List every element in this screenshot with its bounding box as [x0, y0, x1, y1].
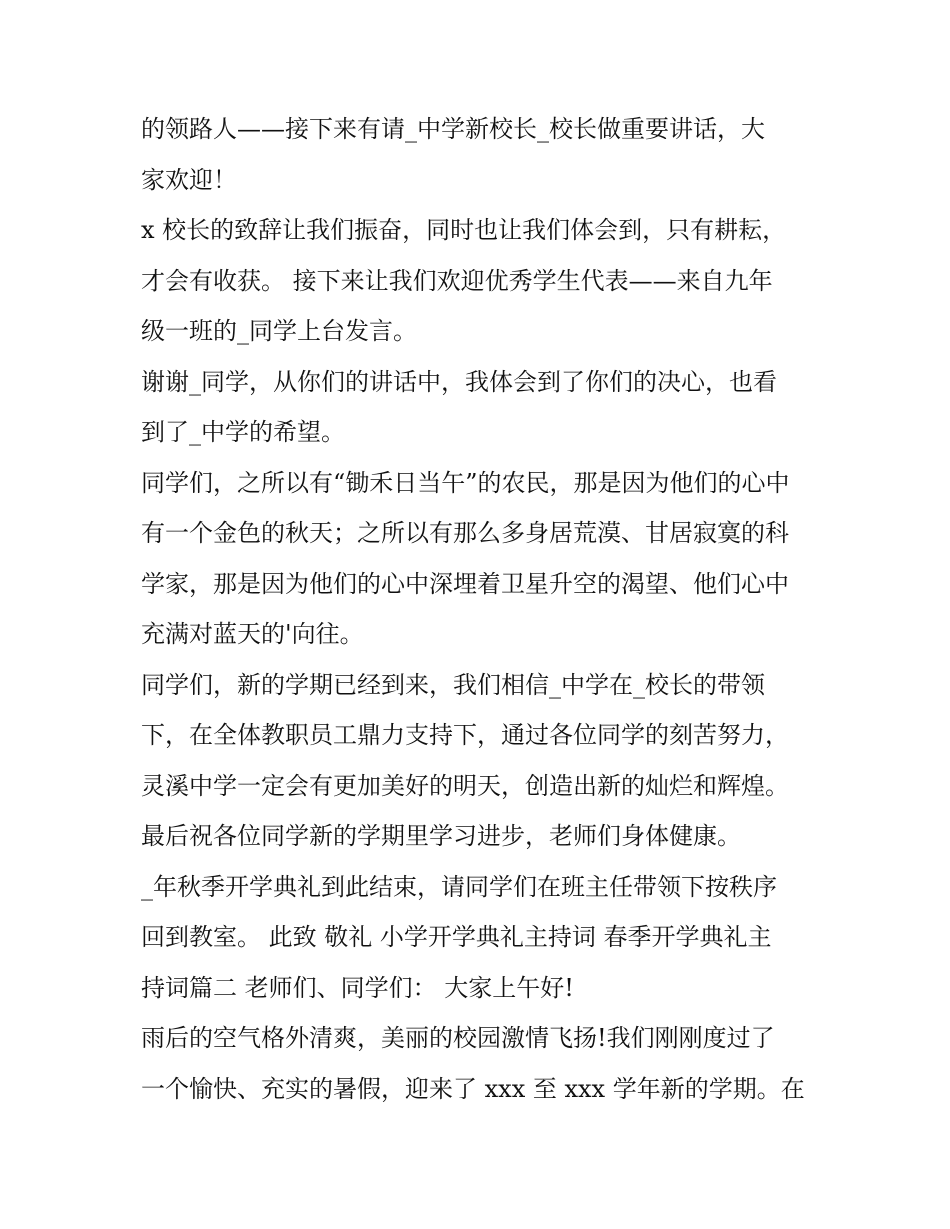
text-line: 同学们，新的学期已经到来，我们相信_中学在_校长的带领	[141, 670, 765, 699]
text-line: 雨后的空气格外清爽，美丽的校园激情飞扬!我们刚刚度过了	[141, 1024, 775, 1052]
text-line: 充满对蓝天的'向往。	[141, 620, 364, 648]
text-line: 灵溪中学一定会有更加美好的明天，创造出新的灿烂和辉煌。	[141, 771, 789, 800]
text-line: 到了_中学的希望。	[141, 418, 345, 446]
text-line: 一个愉快、充实的暑假，迎来了 xxx 至 xxx 学年新的学期。在	[141, 1074, 805, 1103]
text-line: 有一个金色的秋天；之所以有那么多身居荒漠、甘居寂寞的科	[141, 519, 789, 547]
text-line: 级一班的_同学上台发言。	[141, 317, 417, 345]
text-line: 下，在全体教职员工鼎力支持下，通过各位同学的刻苦努力，	[141, 721, 789, 749]
text-line: 才会有收获。 接下来让我们欢迎优秀学生代表——来自九年	[141, 266, 773, 295]
document-body	[141, 104, 831, 1114]
text-line: 家欢迎！	[141, 165, 237, 194]
text-line: 最后祝各位同学新的学期里学习进步，老师们身体健康。	[141, 822, 741, 850]
text-line: 回到教室。 此致 敬礼 小学开学典礼主持词 春季开学典礼主	[141, 923, 772, 951]
text-line: 学家，那是因为他们的心中深埋着卫星升空的渴望、他们心中	[141, 569, 789, 598]
text-line: _年秋季开学典礼到此结束，请同学们在班主任带领下按秩序	[141, 872, 777, 901]
text-line: x 校长的致辞让我们振奋，同时也让我们体会到，只有耕耘，	[141, 216, 787, 244]
text-line: 谢谢_同学，从你们的讲话中，我体会到了你们的决心，也看	[141, 367, 777, 396]
text-line: 的领路人——接下来有请_中学新校长_校长做重要讲话，大	[141, 115, 765, 143]
text-line: 持词篇二 老师们、同学们： 大家上午好!	[141, 973, 574, 1002]
text-line: 同学们，之所以有“锄禾日当午”的农民，那是因为他们的心中	[141, 468, 790, 497]
